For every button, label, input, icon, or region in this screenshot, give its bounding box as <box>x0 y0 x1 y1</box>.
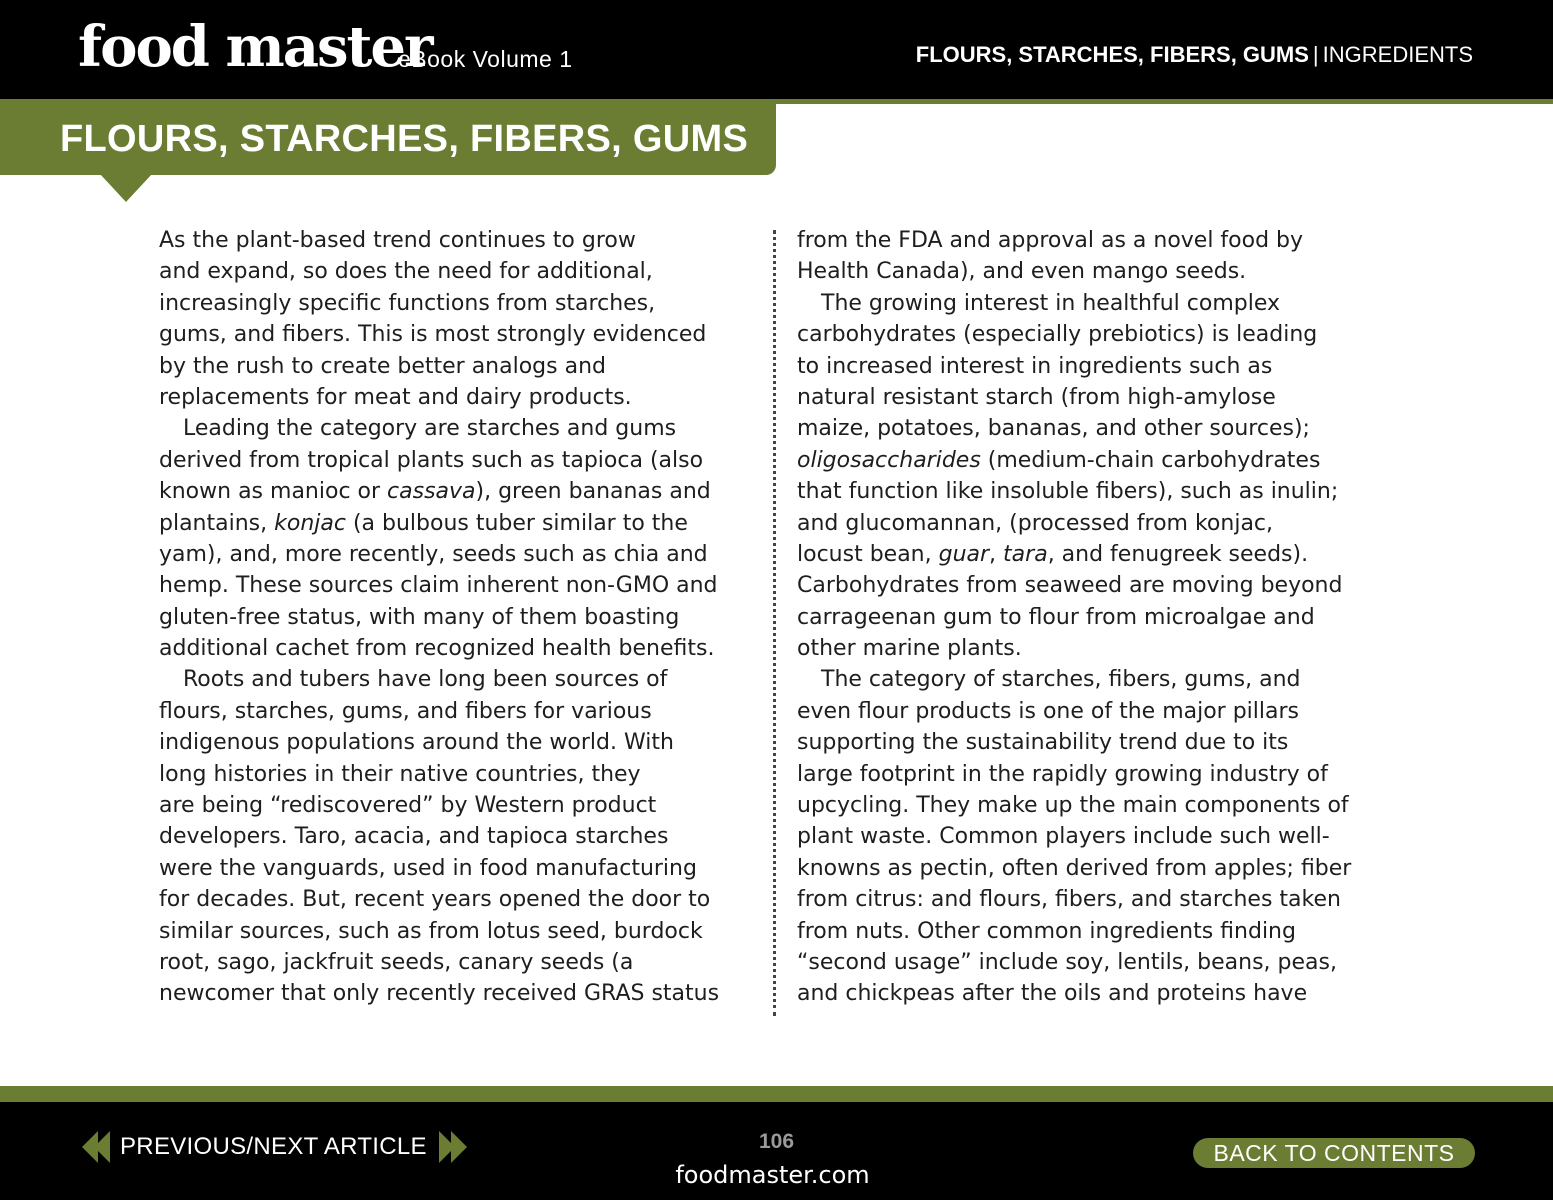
text-segment: are being “rediscovered” by Western product <box>159 793 657 819</box>
text-segment: from nuts. Other common ingredients finding <box>797 918 1296 944</box>
text-segment: hemp. These sources claim inherent non-GMO and <box>159 573 718 599</box>
text-segment: by the rush to create better analogs and <box>159 353 606 379</box>
text-line <box>797 664 1351 695</box>
text-segment: Carbohydrates from seaweed are moving beyond <box>797 573 1343 599</box>
text-segment: even flour products is one of the major pillars <box>797 698 1300 724</box>
text-line <box>797 759 1351 790</box>
text-line <box>159 853 719 884</box>
text-line <box>159 664 719 695</box>
text-segment: and glucomannan, (processed from konjac, <box>797 510 1274 536</box>
banner-pointer <box>100 174 152 202</box>
text-line <box>797 853 1351 884</box>
text-segment: plantains, <box>159 510 275 536</box>
text-line <box>797 382 1351 413</box>
text-segment: supporting the sustainability trend due to its <box>797 730 1289 756</box>
text-line <box>159 225 719 256</box>
back-to-contents-button[interactable]: BACK TO CONTENTS <box>1193 1138 1475 1168</box>
text-line <box>797 570 1351 601</box>
text-line <box>797 445 1351 476</box>
previous-next-label[interactable]: PREVIOUS/NEXT ARTICLE <box>120 1133 427 1160</box>
text-line <box>797 476 1351 507</box>
text-segment: “second usage” include soy, lentils, beans, peas, <box>797 949 1337 975</box>
text-segment: replacements for meat and dairy products. <box>159 384 632 410</box>
text-line <box>797 351 1351 382</box>
text-line <box>159 256 719 287</box>
text-line <box>159 382 719 413</box>
text-segment: gums, and fibers. This is most strongly evidenced <box>159 322 707 348</box>
section-breadcrumb <box>916 40 1473 70</box>
page-number: 106 <box>758 1130 795 1153</box>
text-segment: locust bean, <box>797 541 939 567</box>
text-line <box>159 288 719 319</box>
italic-term: konjac <box>274 510 346 536</box>
text-line <box>797 884 1351 915</box>
text-line <box>797 413 1351 444</box>
text-segment: developers. Taro, acacia, and tapioca starches <box>159 824 669 850</box>
text-segment: known as manioc or <box>159 479 388 505</box>
text-line <box>159 884 719 915</box>
text-line <box>797 821 1351 852</box>
text-line <box>797 978 1351 1009</box>
text-line <box>797 256 1351 287</box>
text-segment: large footprint in the rapidly growing industry of <box>797 761 1328 787</box>
text-line <box>159 319 719 350</box>
text-line <box>159 821 719 852</box>
text-segment: additional cachet from recognized health benefits. <box>159 636 715 662</box>
text-line <box>797 727 1351 758</box>
text-line <box>159 978 719 1009</box>
text-segment: maize, potatoes, bananas, and other sources); <box>797 416 1310 442</box>
text-segment: The category of starches, fibers, gums, and <box>821 667 1301 693</box>
text-segment: carbohydrates (especially prebiotics) is leading <box>797 322 1318 348</box>
text-line <box>797 225 1351 256</box>
text-segment: (medium-chain carbohydrates <box>980 447 1321 473</box>
text-line <box>159 696 719 727</box>
text-segment: carrageenan gum to flour from microalgae and <box>797 604 1315 630</box>
text-line <box>797 539 1351 570</box>
brand-logo: food master <box>78 14 432 80</box>
text-line <box>797 696 1351 727</box>
text-segment: were the vanguards, used in food manufacturing <box>159 855 697 881</box>
text-segment: yam), and, more recently, seeds such as chia and <box>159 541 708 567</box>
italic-term: guar <box>938 541 990 567</box>
text-segment: and chickpeas after the oils and proteins have <box>797 981 1308 1007</box>
text-line <box>159 633 719 664</box>
text-segment: newcomer that only recently received GRAS status <box>159 981 720 1007</box>
text-segment: derived from tropical plants such as tapioca (also <box>159 447 704 473</box>
text-segment: increasingly specific functions from starches, <box>159 290 656 316</box>
text-segment: flours, starches, gums, and fibers for various <box>159 698 652 724</box>
text-line <box>159 916 719 947</box>
text-segment: to increased interest in ingredients such as <box>797 353 1273 379</box>
text-line <box>159 759 719 790</box>
text-segment: As the plant-based trend continues to grow <box>159 228 636 253</box>
text-line <box>159 947 719 978</box>
text-line <box>797 916 1351 947</box>
text-line <box>159 351 719 382</box>
text-line <box>159 539 719 570</box>
text-line <box>797 319 1351 350</box>
section-name: FLOURS, STARCHES, FIBERS, GUMS <box>915 42 1309 67</box>
text-segment: The growing interest in healthful complex <box>821 290 1281 316</box>
italic-term: oligosaccharides <box>797 447 981 473</box>
article-column-left <box>159 225 719 1010</box>
text-segment: indigenous populations around the world. With <box>159 730 674 756</box>
page-title: FLOURS, STARCHES, FIBERS, GUMS <box>60 118 749 160</box>
breadcrumb-separator: | <box>1312 42 1319 67</box>
footer-accent-strip <box>0 1086 1553 1102</box>
text-segment: Health Canada), and even mango seeds. <box>797 259 1247 285</box>
article-column-right <box>797 225 1351 1010</box>
text-line <box>797 947 1351 978</box>
text-segment: upcycling. They make up the main components of <box>797 793 1349 819</box>
text-segment: Leading the category are starches and gums <box>183 416 677 442</box>
text-segment: and expand, so does the need for additional, <box>159 259 653 285</box>
text-segment: long histories in their native countries, they <box>159 761 641 787</box>
text-segment: (a bulbous tuber similar to the <box>345 510 688 536</box>
text-line <box>159 602 719 633</box>
text-line <box>159 476 719 507</box>
text-segment: ), green bananas and <box>475 479 711 505</box>
text-segment: from citrus: and flours, fibers, and starches taken <box>797 887 1341 913</box>
ebook-volume-label: eBook Volume 1 <box>398 46 573 72</box>
text-segment: from the FDA and approval as a novel food by <box>797 228 1304 253</box>
text-segment: plant waste. Common players include such well- <box>797 824 1330 850</box>
text-segment: , and fenugreek seeds). <box>1047 541 1309 567</box>
text-segment: Roots and tubers have long been sources of <box>183 667 668 693</box>
section-category: INGREDIENTS <box>1322 42 1473 67</box>
text-segment: natural resistant starch (from high-amylose <box>797 384 1276 410</box>
text-segment: knowns as pectin, often derived from apples; fiber <box>797 855 1352 881</box>
text-line <box>159 790 719 821</box>
text-line <box>159 413 719 444</box>
text-line <box>159 508 719 539</box>
text-line <box>159 570 719 601</box>
text-segment: root, sago, jackfruit seeds, canary seeds (a <box>159 949 634 975</box>
text-segment: , <box>989 541 1004 567</box>
text-line <box>159 445 719 476</box>
text-segment: for decades. But, recent years opened the door to <box>159 887 711 913</box>
text-line <box>797 288 1351 319</box>
text-line <box>797 633 1351 664</box>
text-segment: that function like insoluble fibers), such as inulin; <box>797 479 1339 505</box>
text-line <box>797 790 1351 821</box>
italic-term: tara <box>1003 541 1048 567</box>
text-segment: other marine plants. <box>797 636 1022 662</box>
text-line <box>797 508 1351 539</box>
text-line <box>159 727 719 758</box>
text-segment: gluten-free status, with many of them boasting <box>159 604 680 630</box>
column-divider <box>773 230 776 1016</box>
site-url-link[interactable]: foodmaster.com <box>675 1161 870 1189</box>
text-line <box>797 602 1351 633</box>
text-segment: similar sources, such as from lotus seed, burdock <box>159 918 703 944</box>
italic-term: cassava <box>387 479 476 505</box>
